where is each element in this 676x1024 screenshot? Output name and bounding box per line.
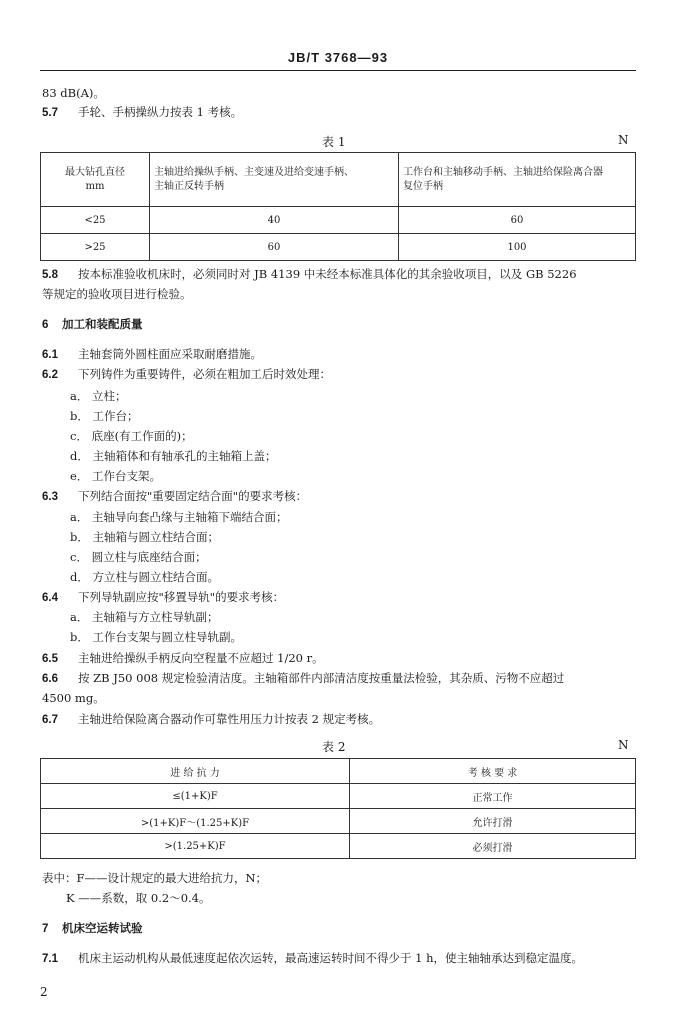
table-2-caption: 表 2	[322, 740, 346, 754]
table-1	[40, 152, 636, 261]
clause-5-7	[42, 104, 242, 121]
list-item: c． 圆立柱与底座结合面；	[70, 550, 207, 564]
clause-text: 主轴套筒外圆柱面应采取耐磨措施。	[78, 347, 262, 361]
table-header-row	[41, 153, 636, 207]
clause-text: 机床主运动机构从最低速度起依次运转，最高速运转时间不得少于 1 h，使主轴轴承达到稳定温度。	[78, 951, 584, 965]
section-title: 机床空运转试验	[62, 921, 143, 935]
clause-number: 5.8	[42, 269, 58, 281]
table-row	[41, 834, 636, 859]
section-number: 7	[42, 923, 49, 935]
clause-text: 按本标准验收机床时，必须同时对 JB 4139 中未经本标准具体化的其余验收项目，以及 GB 5226	[78, 267, 577, 281]
clause-number: 6.7	[42, 714, 58, 726]
list-item: b． 工作台；	[70, 409, 139, 423]
table-header-row	[41, 759, 636, 784]
clause-5-8	[42, 266, 577, 283]
clause-number: 5.7	[42, 107, 58, 119]
table-row	[41, 234, 636, 261]
clause-6-1	[42, 346, 262, 363]
table-note: 表中：F——设计规定的最大进给抗力，N；	[42, 871, 268, 885]
table-2	[40, 758, 636, 859]
header-text: 主轴正反转手柄	[154, 180, 224, 192]
clause-text: 主轴进给操纵手柄反向空程量不应超过 1/20 r。	[78, 651, 324, 665]
table-row	[41, 784, 636, 809]
clause-text: 主轴进给保险离合器动作可靠性用压力计按表 2 规定考核。	[78, 712, 381, 726]
clause-number: 6.5	[42, 653, 58, 665]
header-text: 最大钻孔直径	[65, 166, 125, 178]
clause-number: 6.1	[42, 349, 58, 361]
clause-6-6	[42, 670, 564, 687]
section-6-heading	[42, 316, 143, 333]
clause-text: 下列结合面按"重要固定结合面"的要求考核：	[78, 489, 308, 503]
table-cell: 100	[399, 234, 636, 261]
table-2-unit: N	[618, 738, 629, 752]
clause-number: 6.4	[42, 592, 58, 604]
table-cell: 60	[150, 234, 399, 261]
table-header-cell	[399, 153, 636, 207]
table-cell: >(1.25+K)F	[41, 834, 350, 859]
text-line: 4500 mg。	[42, 691, 105, 705]
list-item: a． 主轴导向套凸缘与主轴箱下端结合面；	[70, 510, 288, 524]
section-number: 6	[42, 319, 49, 331]
clause-number: 6.2	[42, 369, 58, 381]
clause-6-7	[42, 711, 380, 728]
table-cell: 允许打滑	[350, 809, 636, 834]
header-text: mm	[85, 180, 105, 192]
clause-text: 下列导轨副应按"移置导轨"的要求考核：	[78, 590, 285, 604]
table-cell: >25	[41, 234, 150, 261]
table-1-unit: N	[618, 133, 629, 147]
table-row	[41, 809, 636, 834]
table-cell: 40	[150, 207, 399, 234]
list-item: d． 方立柱与圆立柱结合面。	[70, 570, 220, 584]
clause-6-4	[42, 589, 284, 606]
list-item: a． 立柱；	[70, 389, 127, 403]
clause-6-5	[42, 650, 324, 667]
table-cell: 必须打滑	[350, 834, 636, 859]
header-text: 工作台和主轴移动手柄、主轴进给保险离合器	[403, 166, 603, 178]
table-cell: 60	[399, 207, 636, 234]
table-header-cell: 进 给 抗 力	[41, 759, 350, 784]
table-row	[41, 207, 636, 234]
page-number: 2	[40, 985, 48, 999]
clause-text: 手轮、手柄操纵力按表 1 考核。	[78, 105, 243, 119]
table-cell: ≤(1+K)F	[41, 784, 350, 809]
clause-6-2	[42, 366, 331, 383]
text-line: 等规定的验收项目进行检验。	[42, 287, 192, 301]
list-item: a． 主轴箱与方立柱导轨副；	[70, 610, 219, 624]
clause-text: 下列铸件为重要铸件，必须在粗加工后时效处理：	[78, 367, 331, 381]
table-header-cell	[150, 153, 399, 207]
list-item: e． 工作台支架。	[70, 469, 161, 483]
section-title: 加工和装配质量	[62, 317, 143, 331]
list-item: b． 工作台支架与圆立柱导轨副。	[70, 630, 243, 644]
list-item: b． 主轴箱与圆立柱结合面；	[70, 530, 220, 544]
section-7-heading	[42, 920, 143, 937]
table-cell: <25	[41, 207, 150, 234]
clause-6-3	[42, 488, 307, 505]
list-item: d． 主轴箱体和有轴承孔的主轴箱上盖；	[70, 449, 277, 463]
clause-text: 按 ZB J50 008 规定检验清洁度。主轴箱部件内部清洁度按重量法检验，其杂质、污物不应超过	[78, 671, 565, 685]
table-1-caption: 表 1	[322, 135, 346, 149]
header-text: 复位手柄	[403, 180, 443, 192]
table-cell: >(1+K)F～(1.25+K)F	[41, 809, 350, 834]
header-rule	[40, 70, 636, 71]
list-item: c． 底座(有工作面的)；	[70, 429, 193, 443]
document-header: JB/T 3768—93	[287, 50, 389, 65]
table-cell: 正常工作	[350, 784, 636, 809]
clause-number: 6.3	[42, 491, 58, 503]
clause-number: 6.6	[42, 673, 58, 685]
table-header-cell	[41, 153, 150, 207]
table-header-cell: 考 核 要 求	[350, 759, 636, 784]
clause-number: 7.1	[42, 953, 58, 965]
table-note: K ——系数，取 0.2～0.4。	[66, 891, 211, 905]
text-line: 83 dB(A)。	[42, 86, 105, 100]
clause-7-1	[42, 950, 583, 967]
header-text: 主轴进给操纵手柄、主变速及进给变速手柄、	[154, 166, 354, 178]
